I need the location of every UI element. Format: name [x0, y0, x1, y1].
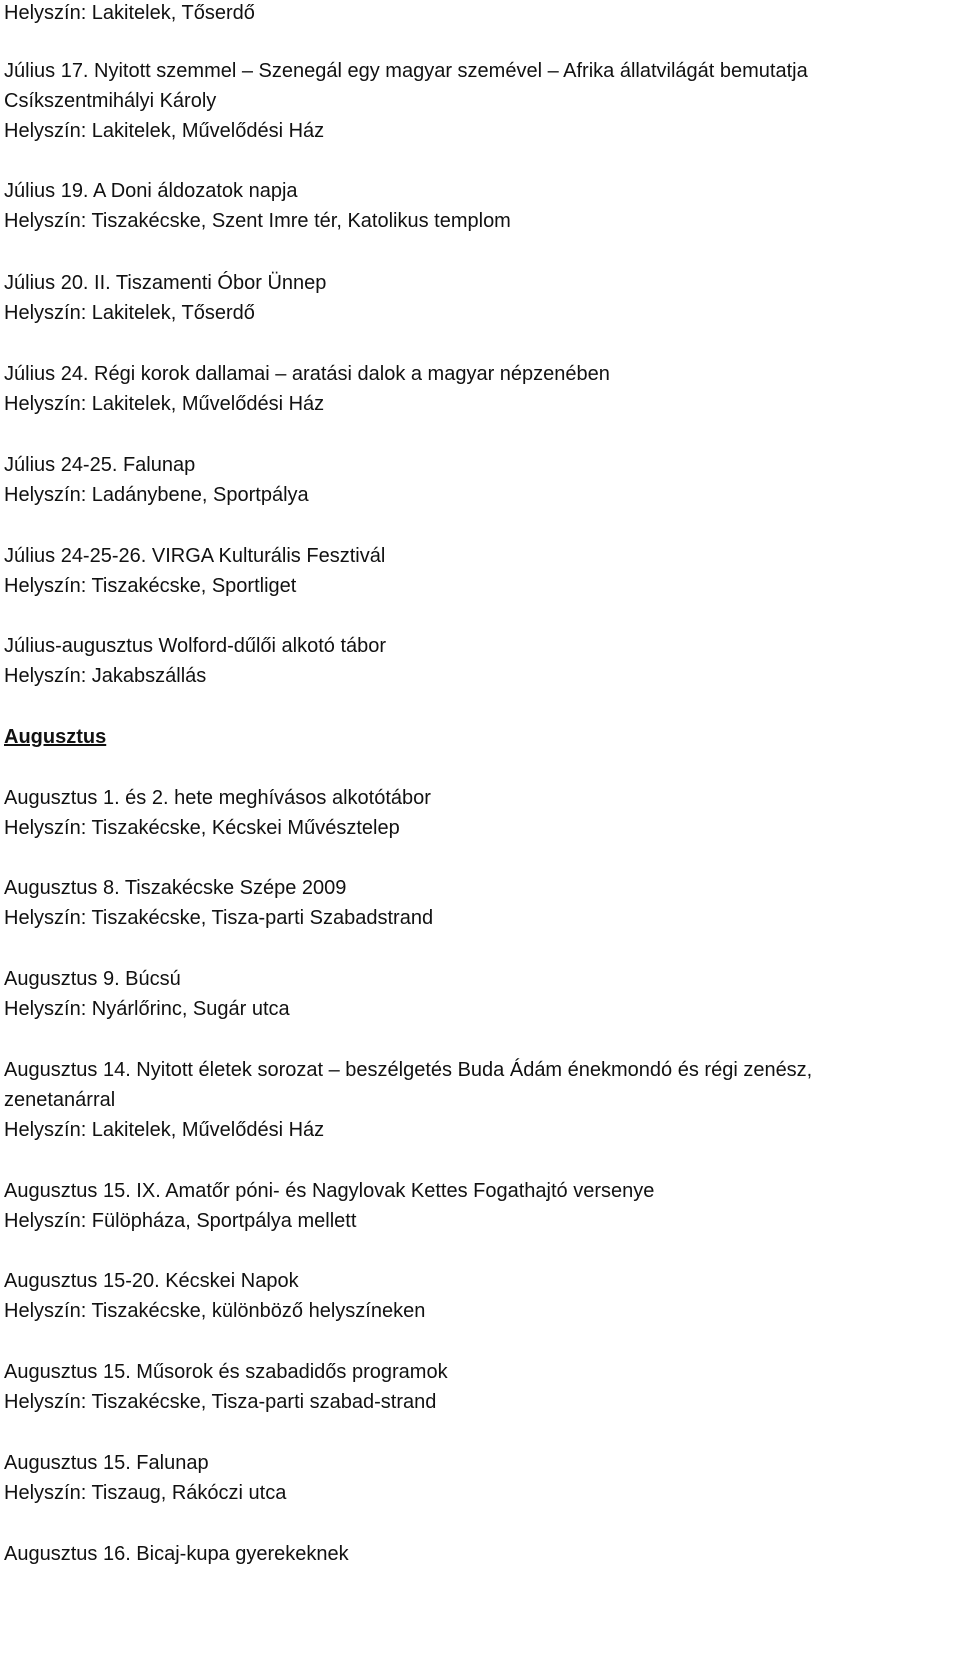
event-line: Augusztus 9. Búcsú [4, 968, 181, 990]
event-line-continued: Csíkszentmihályi Károly [4, 90, 217, 112]
venue-line: Helyszín: Tiszakécske, Tisza-parti szabad-strand [4, 1391, 437, 1413]
event-line: Augusztus 15-20. Kécskei Napok [4, 1270, 299, 1292]
venue-line: Helyszín: Tiszaug, Rákóczi utca [4, 1482, 287, 1504]
venue-line: Helyszín: Tiszakécske, Tisza-parti Szabadstrand [4, 907, 434, 929]
venue-line: Helyszín: Jakabszállás [4, 665, 207, 687]
event-line: Augusztus 14. Nyitott életek sorozat – beszélgetés Buda Ádám énekmondó és régi zenész, [4, 1059, 813, 1081]
venue-line: Helyszín: Lakitelek, Művelődési Ház [4, 120, 325, 142]
section-heading-august: Augusztus [4, 726, 107, 748]
venue-line: Helyszín: Lakitelek, Művelődési Ház [4, 1119, 325, 1141]
venue-line: Helyszín: Tiszakécske, Sportliget [4, 575, 297, 597]
event-line: Augusztus 16. Bicaj-kupa gyerekeknek [4, 1543, 349, 1565]
event-line: Augusztus 1. és 2. hete meghívásos alkotótábor [4, 787, 431, 809]
event-line-continued: zenetanárral [4, 1089, 116, 1111]
venue-line: Helyszín: Tiszakécske, különböző helyszíneken [4, 1300, 426, 1322]
event-line: Augusztus 15. IX. Amatőr póni- és Nagylovak Kettes Fogathajtó versenye [4, 1180, 655, 1202]
venue-line: Helyszín: Tiszakécske, Szent Imre tér, Katolikus templom [4, 210, 511, 232]
event-line: Július 19. A Doni áldozatok napja [4, 180, 298, 202]
event-line: Július 20. II. Tiszamenti Óbor Ünnep [4, 272, 327, 294]
venue-line: Helyszín: Fülöpháza, Sportpálya mellett [4, 1210, 357, 1232]
event-line: Augusztus 8. Tiszakécske Szépe 2009 [4, 877, 347, 899]
event-line: Július 24-25. Falunap [4, 454, 196, 476]
event-line: Augusztus 15. Falunap [4, 1452, 209, 1474]
event-line: Július 17. Nyitott szemmel – Szenegál egy magyar szemével – Afrika állatvilágát bemutatja [4, 60, 808, 82]
venue-line: Helyszín: Ladánybene, Sportpálya [4, 484, 309, 506]
venue-line: Helyszín: Lakitelek, Tőserdő [4, 2, 255, 24]
venue-line: Helyszín: Lakitelek, Művelődési Ház [4, 393, 325, 415]
event-line: Július 24. Régi korok dallamai – aratási dalok a magyar népzenében [4, 363, 610, 385]
venue-line: Helyszín: Lakitelek, Tőserdő [4, 302, 255, 324]
venue-line: Helyszín: Tiszakécske, Kécskei Művésztelep [4, 817, 400, 839]
event-line: Július 24-25-26. VIRGA Kulturális Fesztivál [4, 545, 386, 567]
event-line: Július-augusztus Wolford-dűlői alkotó tábor [4, 635, 387, 657]
venue-line: Helyszín: Nyárlőrinc, Sugár utca [4, 998, 290, 1020]
event-line: Augusztus 15. Műsorok és szabadidős programok [4, 1361, 448, 1383]
